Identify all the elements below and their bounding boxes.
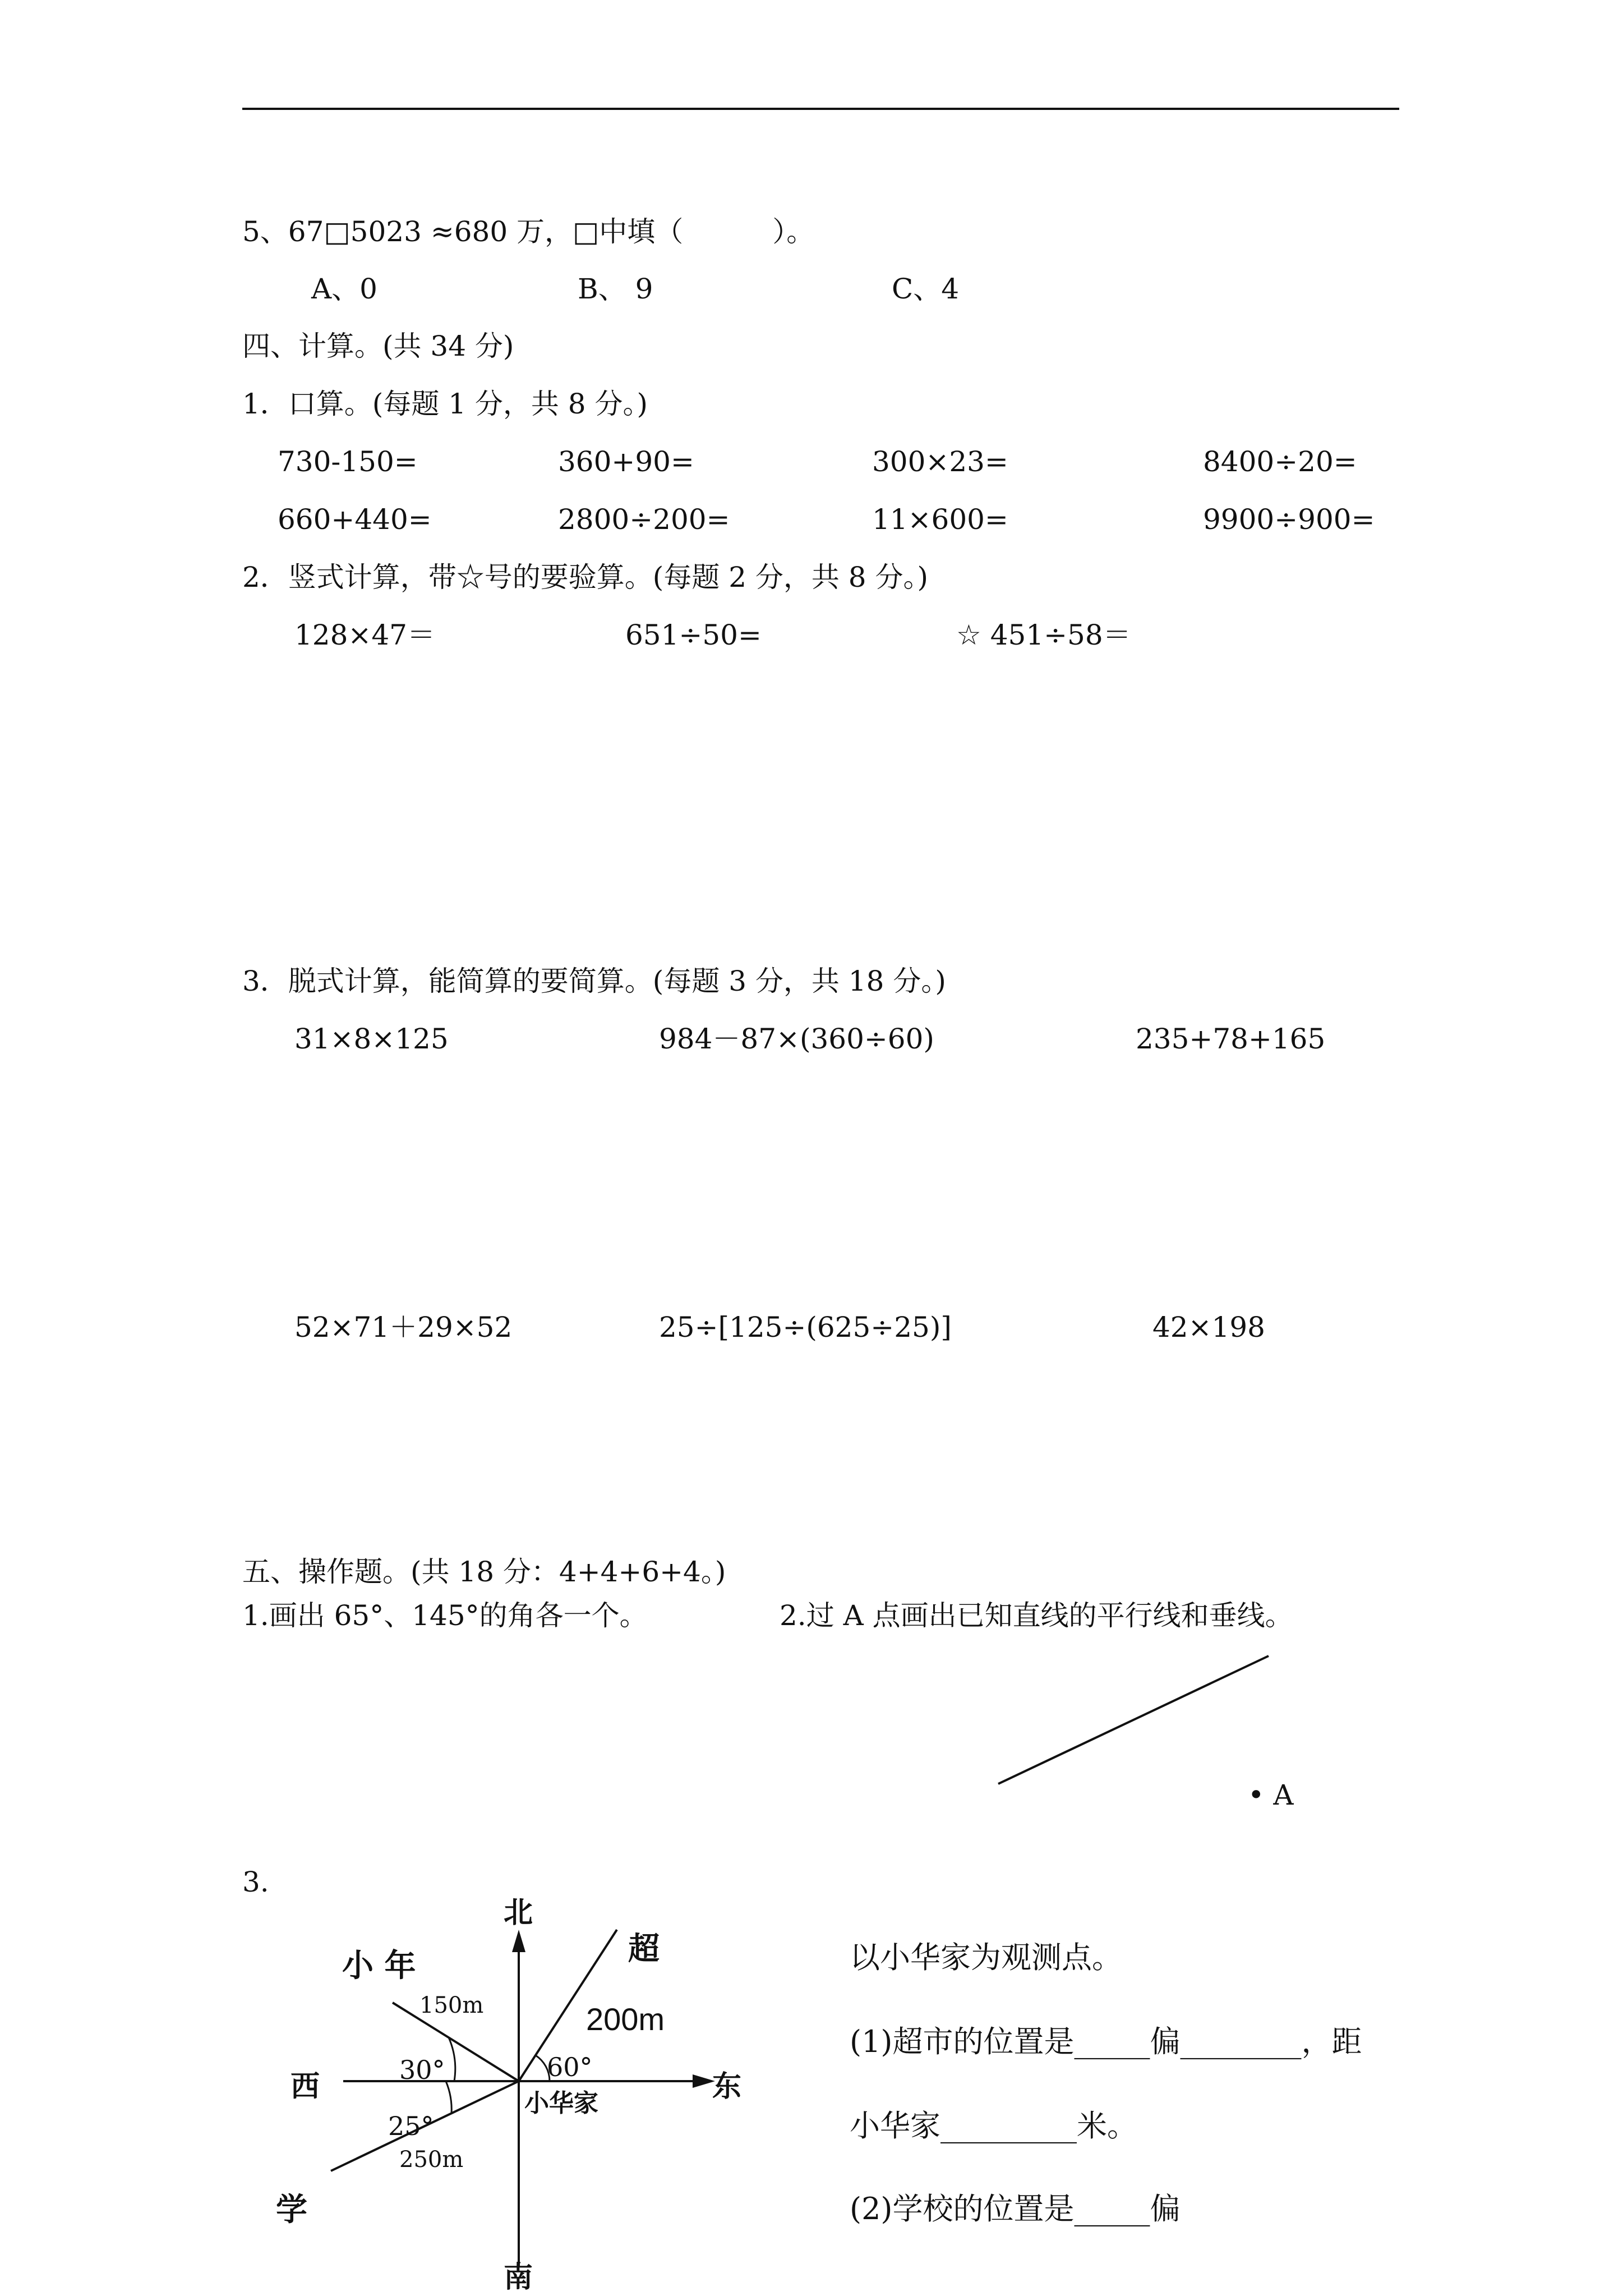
angle-ne-label: 60° <box>547 2052 593 2082</box>
place-northwest-label: 小 年 <box>342 1948 416 1984</box>
compass-south-label: 南 <box>504 2261 533 2294</box>
stepwise-calc-item: 235+78+165 <box>1136 1023 1326 1055</box>
section4-heading: 四、计算。(共 34 分) <box>242 330 514 362</box>
oral-calc-item: 9900÷900= <box>1203 503 1375 536</box>
angle-sw-label: 25° <box>388 2111 434 2141</box>
center-home-label: 小华家 <box>524 2089 598 2118</box>
oral-calc-item: 660+440= <box>278 503 432 536</box>
section5-q1: 1.画出 65°、145°的角各一个。 <box>242 1599 648 1632</box>
vertical-calc-item: ☆ 451÷58＝ <box>956 619 1131 651</box>
place-supermarket-label: 超 <box>628 1931 660 1967</box>
stepwise-calc-item: 42×198 <box>1152 1311 1265 1343</box>
stepwise-calc-item: 31×8×125 <box>294 1023 449 1055</box>
north-arrow-icon <box>512 1930 525 1952</box>
angle-nw-label: 30° <box>399 2055 445 2085</box>
section4-p2-title: 2．竖式计算，带☆号的要验算。(每题 2 分，共 8 分。) <box>242 561 929 593</box>
q5-option-b: B、 9 <box>578 273 653 305</box>
oral-calc-item: 360+90= <box>558 445 694 478</box>
q5-option-c: C、4 <box>892 273 960 305</box>
vertical-calc-item: 128×47＝ <box>294 619 435 651</box>
compass-north-label: 北 <box>504 1896 533 1930</box>
distance-nw-label: 150m <box>419 1993 484 2018</box>
oral-calc-item: 730-150= <box>278 445 418 478</box>
observation-point-text: 以小华家为观测点。 <box>850 1940 1122 1975</box>
place-school-label: 学 <box>276 2192 307 2228</box>
compass-west-label: 西 <box>291 2070 320 2104</box>
school-question-text: (2)学校的位置是_____偏 <box>850 2191 1181 2226</box>
stepwise-calc-item: 25÷[125÷(625÷25)] <box>659 1311 952 1343</box>
section4-p3-title: 3．脱式计算，能简算的要简算。(每题 3 分，共 18 分。) <box>242 965 946 997</box>
point-a-label: • A <box>1248 1779 1294 1811</box>
oral-calc-item: 300×23= <box>872 445 1008 478</box>
supermarket-distance-text: 小华家_________米。 <box>850 2108 1137 2143</box>
oral-calc-item: 8400÷20= <box>1203 445 1357 478</box>
section5-q2: 2.过 A 点画出已知直线的平行线和垂线。 <box>780 1599 1293 1632</box>
vertical-calc-item: 651÷50= <box>625 619 762 651</box>
q5-option-a: A、0 <box>311 273 377 305</box>
east-arrow-icon <box>693 2074 715 2088</box>
given-line <box>998 1656 1269 1784</box>
oral-calc-item: 2800÷200= <box>558 503 730 536</box>
stepwise-calc-item: 984－87×(360÷60) <box>659 1023 934 1055</box>
angle-arc-nw <box>449 2037 455 2081</box>
oral-calc-item: 11×600= <box>872 503 1008 536</box>
compass-east-label: 东 <box>712 2070 742 2104</box>
supermarket-question-text: (1)超市的位置是_____偏________，距 <box>850 2024 1362 2059</box>
section5-heading: 五、操作题。(共 18 分：4+4+6+4。) <box>242 1556 726 1588</box>
section5-q3-label: 3. <box>242 1866 269 1898</box>
q5-stem: 5、67□5023 ≈680 万，□中填（ ）。 <box>242 215 815 248</box>
distance-school-label: 250m <box>399 2147 464 2173</box>
angle-arc-sw <box>446 2081 451 2114</box>
section4-p1-title: 1．口算。(每题 1 分，共 8 分。) <box>242 388 648 420</box>
stepwise-calc-item: 52×71＋29×52 <box>294 1311 513 1343</box>
distance-supermarket-label: 200m <box>586 2001 665 2037</box>
